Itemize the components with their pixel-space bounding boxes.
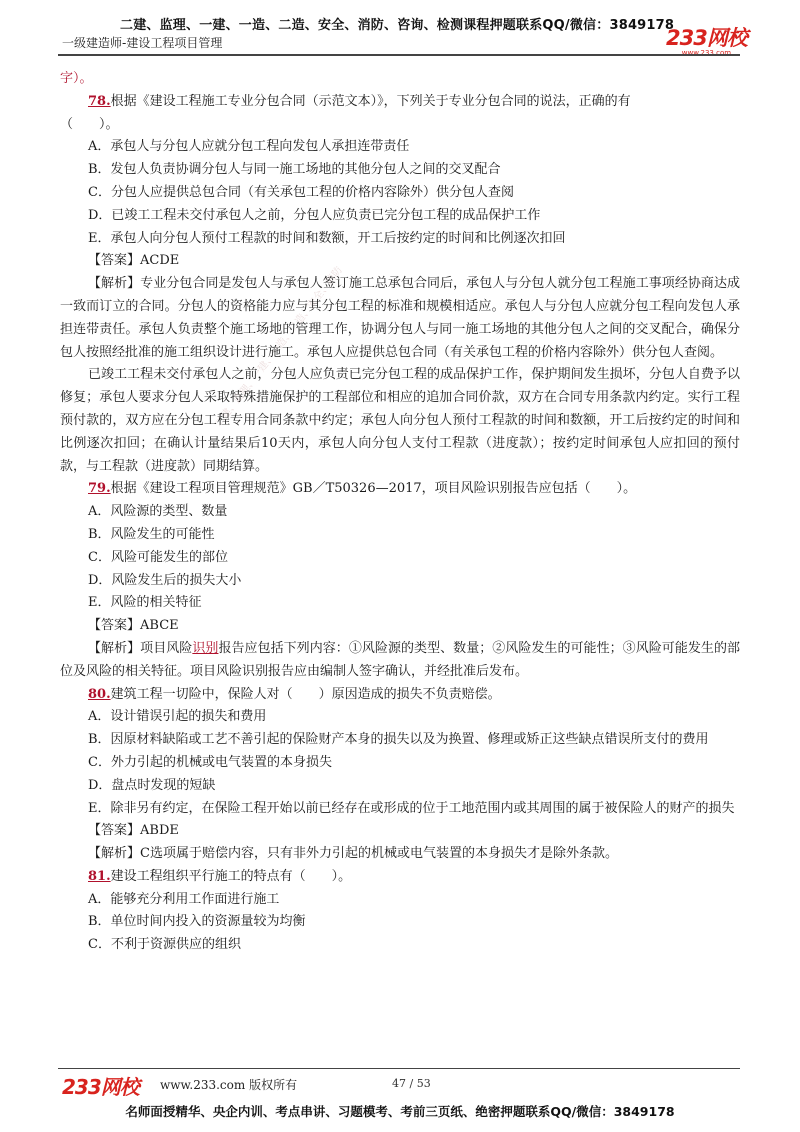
question-number: 80.: [88, 686, 111, 702]
analysis-text: 专业分包合同是发包人与承包人签订施工总承包合同后，承包人与分包人就分包工程施工事项经协商达成一致而订立的合同。分包人的资格能力应与其分包工程的标准和规模相适应。承包人与分包人应就分包工程向发包人承担连带责任。承包人负责整个施工场地的管理工作，协调分包人与同一施工场地的其他分包人之间的交叉配合，确保分包人按照经批准的施工组织设计进行施工。承包人应提供总包合同（有关承包工程的价格内容除外）供分包人查阅。: [60, 276, 740, 360]
analysis-tag: 【解析】: [88, 276, 141, 292]
option-b: B．发包人负责协调分包人与同一施工场地的其他分包人之间的交叉配合: [88, 162, 501, 178]
header-divider: [58, 54, 740, 56]
analysis-tag: 【解析】: [88, 640, 141, 656]
recognition-link[interactable]: 识别: [192, 640, 219, 656]
question-78: [60, 91, 740, 114]
question-stem: 建设工程组织平行施工的特点有（ ）。: [110, 868, 352, 884]
option-c: C．风险可能发生的部位: [88, 549, 228, 565]
answer-tag: 【答案】: [88, 618, 141, 634]
option-e: E．风险的相关特征: [88, 595, 202, 611]
answer-tag: 【答案】: [88, 253, 141, 269]
question-stem-cont: （ ）。: [60, 116, 119, 132]
analysis-paragraph-2: 已竣工工程未交付承包人之前，分包人应负责已完分包工程的成品保护工作，保护期间发生损坏，分包人自费予以修复；承包人要求分包人采取特殊措施保护的工程部位和相应的追加合同价款，双方在合同专用条款内约定。实行工程预付款的，双方应在分包工程专用合同条款中约定；承包人向分包人预付工程款的时间和数额，开工后按约定的时间和比例逐次扣回；在确认计量结果后10天内，承包人向分包人支付工程款（进度款）；按约定时间承包人应扣回的预付款，与工程款（进度款）同期结算。: [60, 367, 740, 474]
footer-logo: 233网校: [62, 1075, 139, 1099]
question-79: [60, 478, 740, 501]
analysis-paragraph: [60, 273, 740, 364]
analysis-text: C选项属于赔偿内容，只有非外力引起的机械或电气装置的本身损失才是除外条款。: [140, 846, 618, 862]
option-c: C．外力引起的机械或电气装置的本身损失: [88, 754, 332, 770]
option-e: E．除非另有约定，在保险工程开始以前已经存在或形成的位于工地范围内或其周围的属于被保险人的财产的损失: [88, 800, 735, 816]
document-title: 一级建造师-建设工程项目管理: [62, 36, 223, 50]
question-80: [60, 684, 740, 707]
question-number: 78.: [88, 93, 111, 109]
answer-tag: 【答案】: [88, 823, 141, 839]
brand-logo: [666, 22, 747, 57]
option-b: B．单位时间内投入的资源量较为均衡: [88, 914, 306, 930]
analysis-paragraph: [60, 638, 740, 684]
brand-logo-url: www.233.com: [681, 49, 732, 57]
option-b: B．风险发生的可能性: [88, 526, 215, 542]
answer-line: [60, 250, 740, 273]
header-promo: 二建、监理、一建、一造、二造、安全、消防、咨询、检测课程押题联系QQ/微信：3849178: [120, 18, 675, 33]
analysis-text: 项目风险: [140, 640, 193, 656]
footer-promo: 名师面授精华、央企内训、考点串讲、习题模考、考前三页纸、绝密押题联系QQ/微信：3849178: [125, 1104, 675, 1119]
answer-value: ABCE: [140, 618, 179, 634]
option-a: A．承包人与分包人应就分包工程向发包人承担连带责任: [88, 139, 410, 155]
option-a: A．风险源的类型、数量: [88, 504, 228, 520]
option-d: D．已竣工工程未交付承包人之前，分包人应负责已完分包工程的成品保护工作: [88, 207, 541, 223]
analysis-text-cont: 报告应包括下列内容：①风险源的类型、数量；②风险发生的可能性；③风险可能发生的部位及风险的相关特征。项目风险识别报告应由编制人签字确认，并经批准后发布。: [60, 640, 740, 679]
analysis-tag: 【解析】: [88, 846, 141, 862]
option-e: E．承包人向分包人预付工程款的时间和数额，开工后按约定的时间和比例逐次扣回: [88, 230, 566, 246]
option-a: A．设计错误引起的损失和费用: [88, 709, 267, 725]
answer-line: [60, 615, 740, 638]
page-number: 47 / 53: [392, 1077, 431, 1090]
option-d: D．风险发生后的损失大小: [88, 572, 242, 588]
question-stem: 根据《建设工程项目管理规范》GB／T50326—2017，项目风险识别报告应包括（ ）。: [110, 481, 637, 497]
page-header: [0, 0, 800, 60]
question-stem: 根据《建设工程施工专业分包合同（示范文本）》，下列关于专业分包合同的说法，正确的有: [110, 93, 631, 109]
question-number: 81.: [88, 868, 111, 884]
question-number: 79.: [88, 481, 111, 497]
option-c: C．分包人应提供总包合同（有关承包工程的价格内容除外）供分包人查阅: [88, 184, 514, 200]
document-body: [60, 68, 740, 957]
question-81: [60, 866, 740, 889]
brand-logo-text: 233网校: [666, 26, 747, 50]
answer-value: ABDE: [140, 823, 179, 839]
footer-divider: [58, 1068, 740, 1069]
option-d: D．盘点时发现的短缺: [88, 777, 216, 793]
continued-fragment: 字）。: [60, 71, 93, 86]
analysis-paragraph: [60, 843, 740, 866]
option-a: A．能够充分利用工作面进行施工: [88, 891, 280, 907]
watermark: 二建、监理、一建、一造、二造、安全、消防: [213, 264, 345, 430]
footer-copyright: www.233.com 版权所有: [160, 1078, 298, 1092]
option-c: C．不利于资源供应的组织: [88, 937, 241, 953]
option-b: B．因原材料缺陷或工艺不善引起的保险财产本身的损失以及为换置、修理或矫正这些缺点错误所支付的费用: [88, 732, 709, 748]
answer-line: [60, 820, 740, 843]
answer-value: ACDE: [140, 253, 180, 269]
question-stem: 建筑工程一切险中，保险人对（ ）原因造成的损失不负责赔偿。: [110, 686, 501, 702]
